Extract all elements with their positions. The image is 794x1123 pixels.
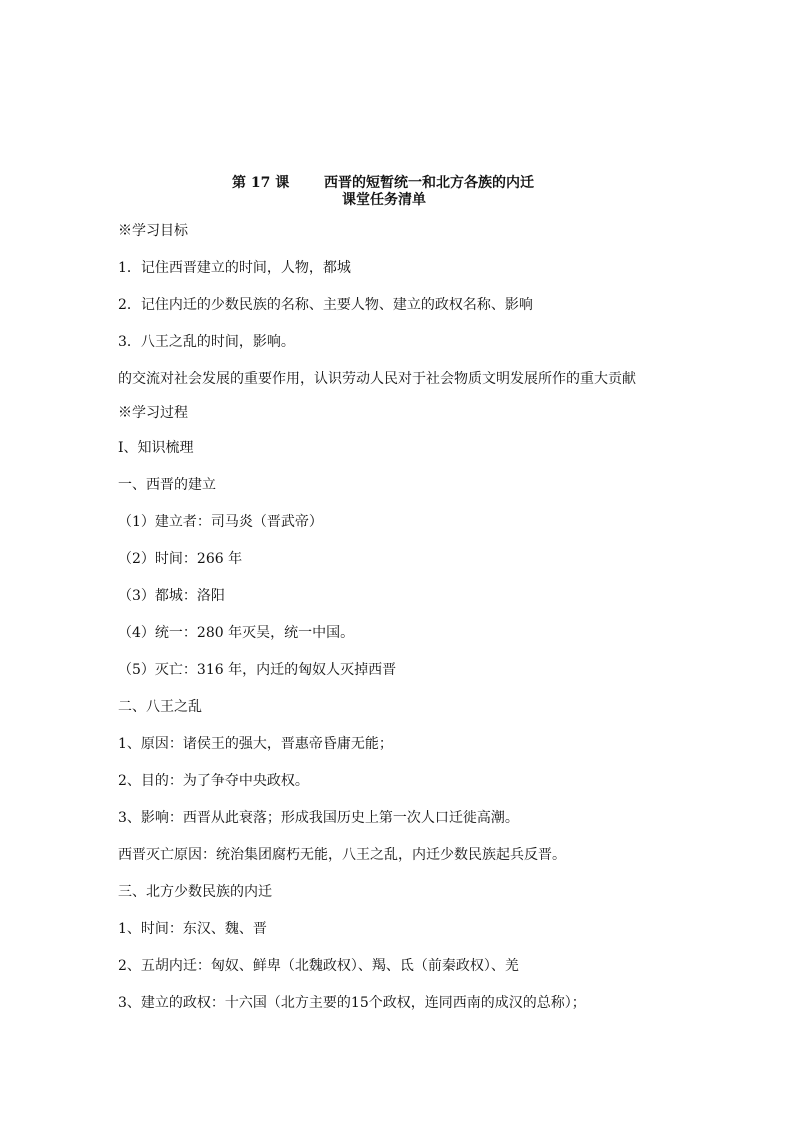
content-line: 西晋灭亡原因：统治集团腐朽无能，八王之乱，内迁少数民族起兵反晋。 (118, 847, 566, 863)
objective-item: 3．八王之乱的时间，影响。 (118, 334, 295, 350)
part-heading: 三、北方少数民族的内迁 (118, 884, 272, 900)
content-line: （3）都城：洛阳 (118, 588, 225, 604)
objective-item: 2．记住内迁的少数民族的名称、主要人物、建立的政权名称、影响 (118, 297, 533, 313)
section-heading-process: ※学习过程 (118, 405, 188, 421)
content-line: （2）时间：266 年 (118, 551, 243, 567)
content-line: 3、影响：西晋从此衰落；形成我国历史上第一次人口迁徙高潮。 (118, 810, 519, 826)
lesson-title: 西晋的短暂统一和北方各族的内迁 (324, 175, 534, 191)
content-line: （4）统一：280 年灭吴，统一中国。 (118, 625, 355, 641)
subsection-heading: Ⅰ、知识梳理 (118, 440, 194, 456)
content-line: 1、原因：诸侯王的强大，晋惠帝昏庸无能； (118, 736, 393, 752)
content-line: 2、目的：为了争夺中央政权。 (118, 773, 309, 789)
lesson-subtitle: 课堂任务清单 (342, 192, 426, 208)
objective-item: 1．记住西晋建立的时间，人物，都城 (118, 260, 351, 276)
content-line: 1、时间：东汉、魏、晋 (118, 921, 267, 937)
part-heading: 二、八王之乱 (118, 699, 202, 715)
content-line: 2、五胡内迁：匈奴、鲜卑（北魏政权）、羯、氐（前秦政权）、羌 (118, 958, 519, 974)
part-heading: 一、西晋的建立 (118, 477, 216, 493)
content-line: 3、建立的政权：十六国（北方主要的15个政权，连同西南的成汉的总称）； (118, 995, 586, 1011)
lesson-number: 第 17 课 (232, 175, 290, 191)
content-line: （5）灭亡：316 年，内迁的匈奴人灭掉西晋 (118, 662, 397, 678)
section-heading-objectives: ※学习目标 (118, 223, 188, 239)
content-line: （1）建立者：司马炎（晋武帝） (118, 514, 323, 530)
objective-note: 的交流对社会发展的重要作用，认识劳动人民对于社会物质文明发展所作的重大贡献 (118, 371, 636, 387)
